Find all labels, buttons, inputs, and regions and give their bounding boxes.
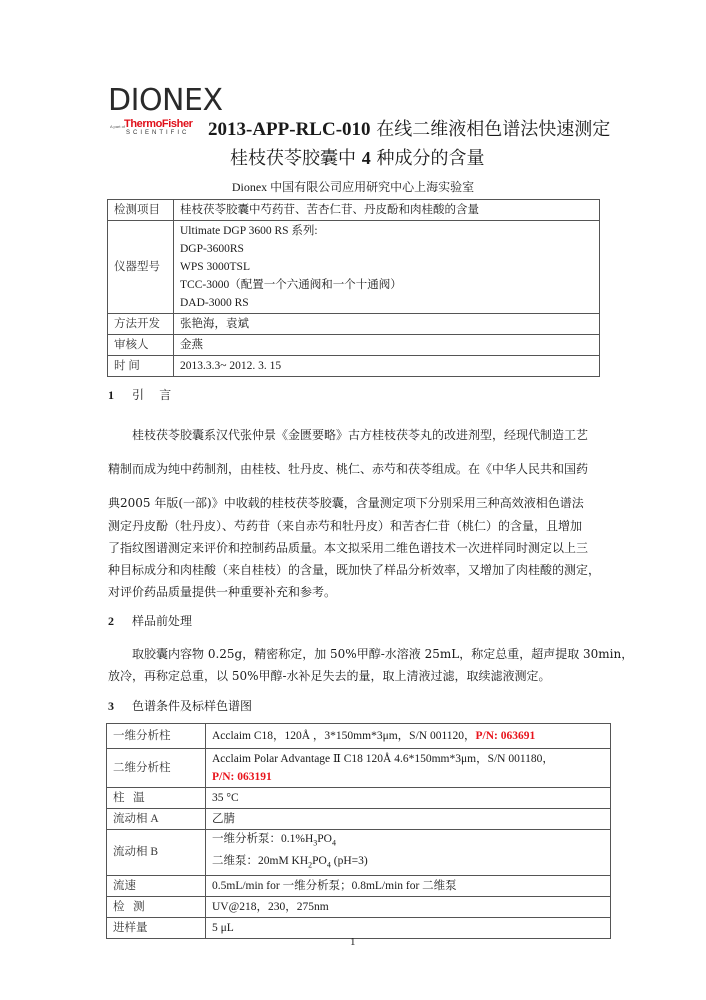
conditions-table [106,723,611,939]
title-text-2a: 桂枝茯苓胶囊中 [230,148,362,169]
info-table [107,199,600,377]
row-value [206,724,611,749]
section-number: 3 [108,699,114,713]
thermofisher-logo [108,118,206,138]
paragraph-line: 精制而成为纯中药制剂，由桂枝、牡丹皮、桃仁、赤芍和茯苓组成。在《中华人民共和国药 [108,462,589,476]
paragraph-line: 了指纹图谱测定来评价和控制药品质量。本文拟采用二维色谱技术一次进样同时测定以上三 [108,541,589,555]
part-number: P/N: 063191 [212,771,272,783]
logo-scientific-text: SCIENTIFIC [126,130,190,136]
table-row [108,221,600,314]
row-label: 流动相 B [107,830,206,876]
document-title-line2 [230,146,484,171]
table-row [107,875,611,896]
text: PO [312,855,327,868]
row-label: 仪器型号 [108,221,174,314]
subscript: 3 [313,838,318,848]
row-label: 检 测 [107,896,206,917]
dionex-logo: DIONEX [108,83,223,118]
paragraph-line: 放冷，再称定总重，以 50%甲醇-水补足失去的量，取上清液过滤，取续滤液测定。 [108,669,551,683]
title-text-2b: 种成分的含量 [370,148,485,169]
table-row [108,200,600,221]
text: 一维分析泵：0.1%H [212,833,314,845]
instrument-line: DAD-3000 RS [180,297,249,309]
title-number: 4 [361,148,371,168]
paragraph-line: 取胶囊内容物 0.25g，精密称定，加 50%甲醇-水溶液 25mL，称定总重，超声提取 30min， [108,647,634,661]
row-value [206,830,611,876]
instrument-line: Ultimate DGP 3600 RS 系列: [180,225,318,237]
subscript: 2 [308,860,313,870]
row-value: 0.5mL/min for 一维分析泵；0.8mL/min for 二维泵 [206,875,611,896]
paragraph-line: 桂枝茯苓胶囊系汉代张仲景《金匮要略》古方桂枝茯苓丸的改进剂型，经现代制造工艺 [108,428,589,442]
paragraph-line: 种目标成分和肉桂酸（来自桂枝）的含量，既加快了样品分析效率，又增加了肉桂酸的测定， [108,563,601,577]
row-value: 35 °C [206,788,611,809]
mobile-phase-line [212,852,604,874]
logo-thermofisher-text: ThermoFisher [124,118,193,130]
row-value: 2013.3.3~ 2012. 3. 15 [174,356,600,377]
row-label: 方法开发 [108,314,174,335]
table-row [107,830,611,876]
row-label: 柱 温 [107,788,206,809]
section-heading-3 [108,697,252,714]
section-title: 样品前处理 [132,614,193,628]
row-value: UV@218，230，275nm [206,896,611,917]
page-number: 1 [350,936,356,948]
row-label: 进样量 [107,917,206,938]
text: PO [317,833,332,845]
row-value: 5 μL [206,917,611,938]
table-row [108,335,600,356]
row-label: 二维分析柱 [107,749,206,788]
section-number: 1 [108,388,114,402]
table-row [107,809,611,830]
table-row [107,749,611,788]
instrument-line: WPS 3000TSL [180,261,250,273]
subscript: 4 [326,860,331,870]
row-value [174,221,600,314]
table-row [107,724,611,749]
section-number: 2 [108,614,114,628]
table-row [107,788,611,809]
column-spec: Acclaim Polar Advantage Ⅱ C18 120Å 4.6*150mm*3μm，S/N 001180， [212,753,554,765]
title-text-1: 在线二维液相色谱法快速测定 [370,119,611,140]
row-label: 流速 [107,875,206,896]
row-value: 金燕 [174,335,600,356]
subscript: 4 [331,838,336,848]
organization: Dionex 中国有限公司应用研究中心上海实验室 [231,180,475,194]
mobile-phase-line [212,830,604,852]
table-row [108,314,600,335]
row-value: 张艳海，袁斌 [174,314,600,335]
paragraph-line: 对评价药品质量提供一种重要补充和参考。 [108,585,337,599]
row-label: 流动相 A [107,809,206,830]
section-title: 引 言 [132,388,172,402]
part-number: P/N: 063691 [475,730,536,742]
row-label: 时 间 [108,356,174,377]
document-title-line1 [208,118,610,142]
text: 二维泵：20mM KH [212,855,309,868]
row-label: 一维分析柱 [107,724,206,749]
instrument-line: DGP-3600RS [180,243,244,255]
row-value: 乙腈 [206,809,611,830]
row-value: 桂枝茯苓胶囊中芍药苷、苦杏仁苷、丹皮酚和肉桂酸的含量 [174,200,600,221]
instrument-line: TCC-3000（配置一个六通阀和一个十通阀） [180,279,402,291]
row-label: 检测项目 [108,200,174,221]
logo-apart-text: A part of [110,124,125,129]
paragraph-line: 典2005 年版(一部)》中收载的桂枝茯苓胶囊，含量测定项下分别采用三种高效液相色谱法 [108,496,584,510]
table-row [107,896,611,917]
table-row [107,917,611,938]
section-title: 色谱条件及标样色谱图 [132,699,253,713]
row-label: 审核人 [108,335,174,356]
section-heading-1 [108,386,171,403]
text: (pH=3) [330,855,368,868]
section-heading-2 [108,612,192,629]
column-spec: Acclaim C18，120Å ，3*150mm*3μm，S/N 001120， [212,730,476,742]
table-row [108,356,600,377]
paragraph-line: 测定丹皮酚（牡丹皮）、芍药苷（来自赤芍和牡丹皮）和苦杏仁苷（桃仁）的含量，且增加 [108,519,583,533]
document-code: 2013-APP-RLC-010 [208,119,371,140]
row-value [206,749,611,788]
